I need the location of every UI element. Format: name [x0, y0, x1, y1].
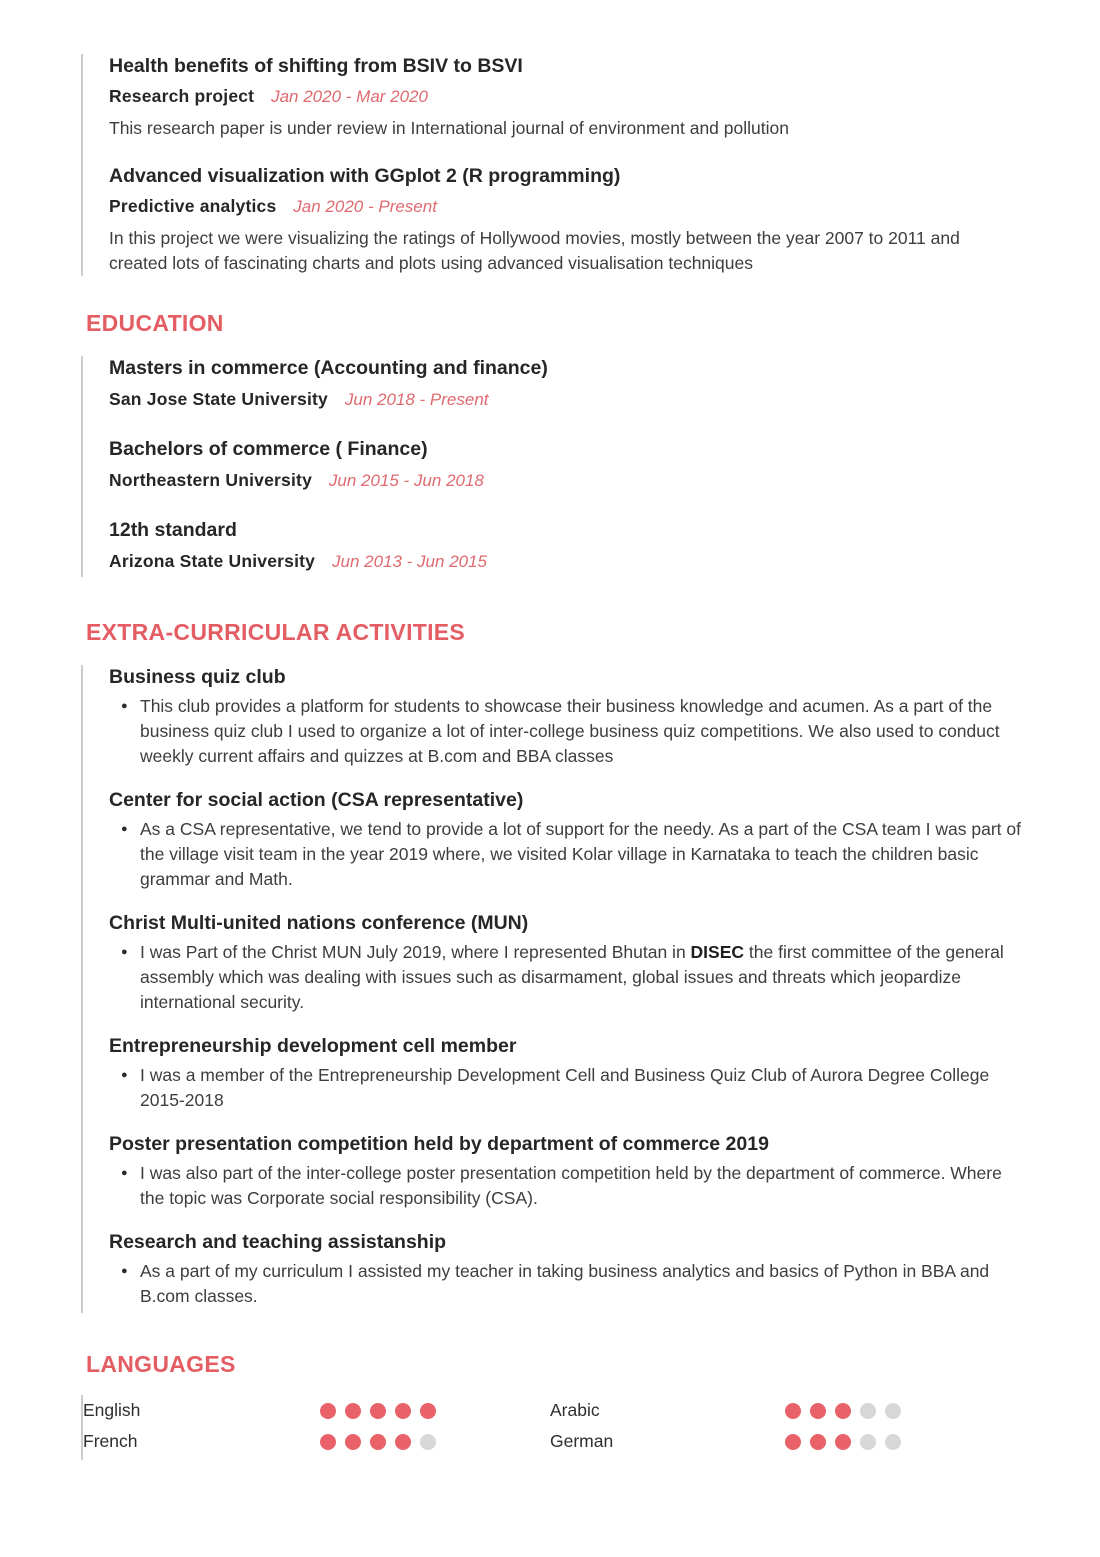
- education-entry: [109, 356, 1022, 411]
- activity-title: Center for social action (CSA representative): [109, 789, 524, 811]
- activity-title: Poster presentation competition held by department of commerce 2019: [109, 1133, 769, 1155]
- bullet-text: I was also part of the inter-college poster presentation competition held by the department of commerce. Where the topic was Corporate social responsibility (CSA).: [140, 1163, 1002, 1208]
- activities-section-heading: EXTRA-CURRICULAR ACTIVITIES: [86, 619, 466, 645]
- project-entry: [109, 164, 1022, 276]
- language-name: Arabic: [550, 1400, 600, 1420]
- activity-bullet-list: [109, 1063, 1022, 1113]
- activity-block: [109, 665, 1022, 769]
- education-subline: [109, 550, 1022, 573]
- level-dot-empty: [885, 1403, 901, 1419]
- education-degree: Bachelors of commerce ( Finance): [109, 438, 428, 460]
- project-date: Jan 2020 - Mar 2020: [271, 87, 428, 106]
- education-school: San Jose State University: [109, 389, 328, 409]
- project-title: Advanced visualization with GGplot 2 (R programming): [109, 165, 621, 187]
- bullet-item: [109, 1063, 1022, 1113]
- languages-grid: [83, 1398, 1022, 1454]
- bullet-icon: ●: [121, 1167, 128, 1179]
- language-name: English: [83, 1400, 141, 1420]
- education-date: Jun 2018 - Present: [344, 390, 489, 409]
- bullet-text: As a part of my curriculum I assisted my teacher in taking business analytics and basics of Python in BBA and B.com classes.: [140, 1261, 990, 1306]
- project-role: Research project: [109, 86, 255, 106]
- bullet-item: [109, 1259, 1022, 1309]
- education-degree: 12th standard: [109, 519, 237, 541]
- bullet-icon: ●: [121, 946, 128, 958]
- activity-block: [109, 788, 1022, 892]
- level-dot-filled: [420, 1403, 436, 1419]
- level-dot-filled: [785, 1403, 801, 1419]
- education-date: Jun 2015 - Jun 2018: [328, 471, 484, 490]
- project-title: Health benefits of shifting from BSIV to BSVI: [109, 55, 523, 77]
- bullet-text: I was Part of the Christ MUN July 2019, where I represented Bhutan in DISEC the first committee of the general assembly which was dealing with issues such as disarmament, global issues and threats which jeopardize international security.: [140, 942, 1004, 1012]
- level-dot-filled: [345, 1403, 361, 1419]
- activity-title: Entrepreneurship development cell member: [109, 1035, 517, 1057]
- education-school: Arizona State University: [109, 551, 316, 571]
- education-entry: [109, 437, 1022, 492]
- bullet-item: [109, 1161, 1022, 1211]
- activity-block: [109, 1230, 1022, 1309]
- activity-title: Christ Multi-united nations conference (MUN): [109, 912, 529, 934]
- activity-title: Research and teaching assistanship: [109, 1231, 447, 1253]
- education-section: [81, 356, 1022, 577]
- level-dot-empty: [860, 1434, 876, 1450]
- project-subline: [109, 85, 1022, 108]
- language-level-dots: [785, 1429, 1022, 1454]
- project-entry: [109, 54, 1022, 141]
- language-level-dots: [785, 1398, 1022, 1423]
- bullet-text: I was a member of the Entrepreneurship Development Cell and Business Quiz Club of Aurora Degree College 2015-2018: [140, 1065, 990, 1110]
- project-description: In this project we were visualizing the ratings of Hollywood movies, mostly between the year 2007 to 2011 and created lots of fascinating charts and plots using advanced visualisation techniques: [109, 228, 960, 273]
- activity-block: [109, 911, 1022, 1015]
- activity-block: [109, 1034, 1022, 1113]
- activity-bullet-list: [109, 694, 1022, 769]
- level-dot-filled: [810, 1403, 826, 1419]
- level-dot-filled: [810, 1434, 826, 1450]
- level-dot-filled: [320, 1403, 336, 1419]
- level-dot-filled: [835, 1403, 851, 1419]
- education-entry: [109, 518, 1022, 573]
- project-role: Predictive analytics: [109, 196, 277, 216]
- education-section-heading: EDUCATION: [86, 310, 224, 336]
- level-dot-empty: [420, 1434, 436, 1450]
- languages-section: [81, 1395, 1022, 1460]
- language-level-dots: [320, 1398, 550, 1423]
- education-date: Jun 2013 - Jun 2015: [332, 552, 488, 571]
- level-dot-empty: [860, 1403, 876, 1419]
- level-dot-filled: [395, 1403, 411, 1419]
- language-name: French: [83, 1431, 138, 1451]
- level-dot-filled: [345, 1434, 361, 1450]
- bullet-icon: ●: [121, 1265, 128, 1277]
- activity-bullet-list: [109, 1161, 1022, 1211]
- bullet-icon: ●: [121, 823, 128, 835]
- education-subline: [109, 469, 1022, 492]
- level-dot-filled: [320, 1434, 336, 1450]
- education-subline: [109, 388, 1022, 411]
- bullet-icon: ●: [121, 700, 128, 712]
- project-subline: [109, 195, 1022, 218]
- activity-bullet-list: [109, 1259, 1022, 1309]
- language-name: German: [550, 1431, 614, 1451]
- activity-block: [109, 1132, 1022, 1211]
- level-dot-filled: [785, 1434, 801, 1450]
- bullet-text: This club provides a platform for students to showcase their business knowledge and acumen. As a part of the business quiz club I used to organize a lot of inter-college business quiz competitions. We also used to conduct weekly current affairs and quizzes at B.com and BBA classes: [140, 696, 1000, 766]
- activity-bullet-list: [109, 817, 1022, 892]
- level-dot-filled: [835, 1434, 851, 1450]
- bullet-text: As a CSA representative, we tend to provide a lot of support for the needy. As a part of the CSA team I was part of the village visit team in the year 2019 where, we visited Kolar village in Karnataka to teach the children basic grammar and Math.: [140, 819, 1021, 889]
- bullet-item: [109, 817, 1022, 892]
- education-school: Northeastern University: [109, 470, 312, 490]
- language-level-dots: [320, 1429, 550, 1454]
- bullet-item: [109, 940, 1022, 1015]
- project-description: This research paper is under review in International journal of environment and pollution: [109, 118, 789, 138]
- level-dot-filled: [370, 1403, 386, 1419]
- level-dot-empty: [885, 1434, 901, 1450]
- languages-section-heading: LANGUAGES: [86, 1351, 236, 1377]
- education-degree: Masters in commerce (Accounting and finance): [109, 357, 548, 379]
- activities-section: [81, 665, 1022, 1313]
- activity-title: Business quiz club: [109, 666, 286, 688]
- bullet-icon: ●: [121, 1069, 128, 1081]
- project-date: Jan 2020 - Present: [293, 197, 437, 216]
- level-dot-filled: [395, 1434, 411, 1450]
- activity-bullet-list: [109, 940, 1022, 1015]
- projects-section-continued: [81, 54, 1022, 276]
- level-dot-filled: [370, 1434, 386, 1450]
- bullet-item: [109, 694, 1022, 769]
